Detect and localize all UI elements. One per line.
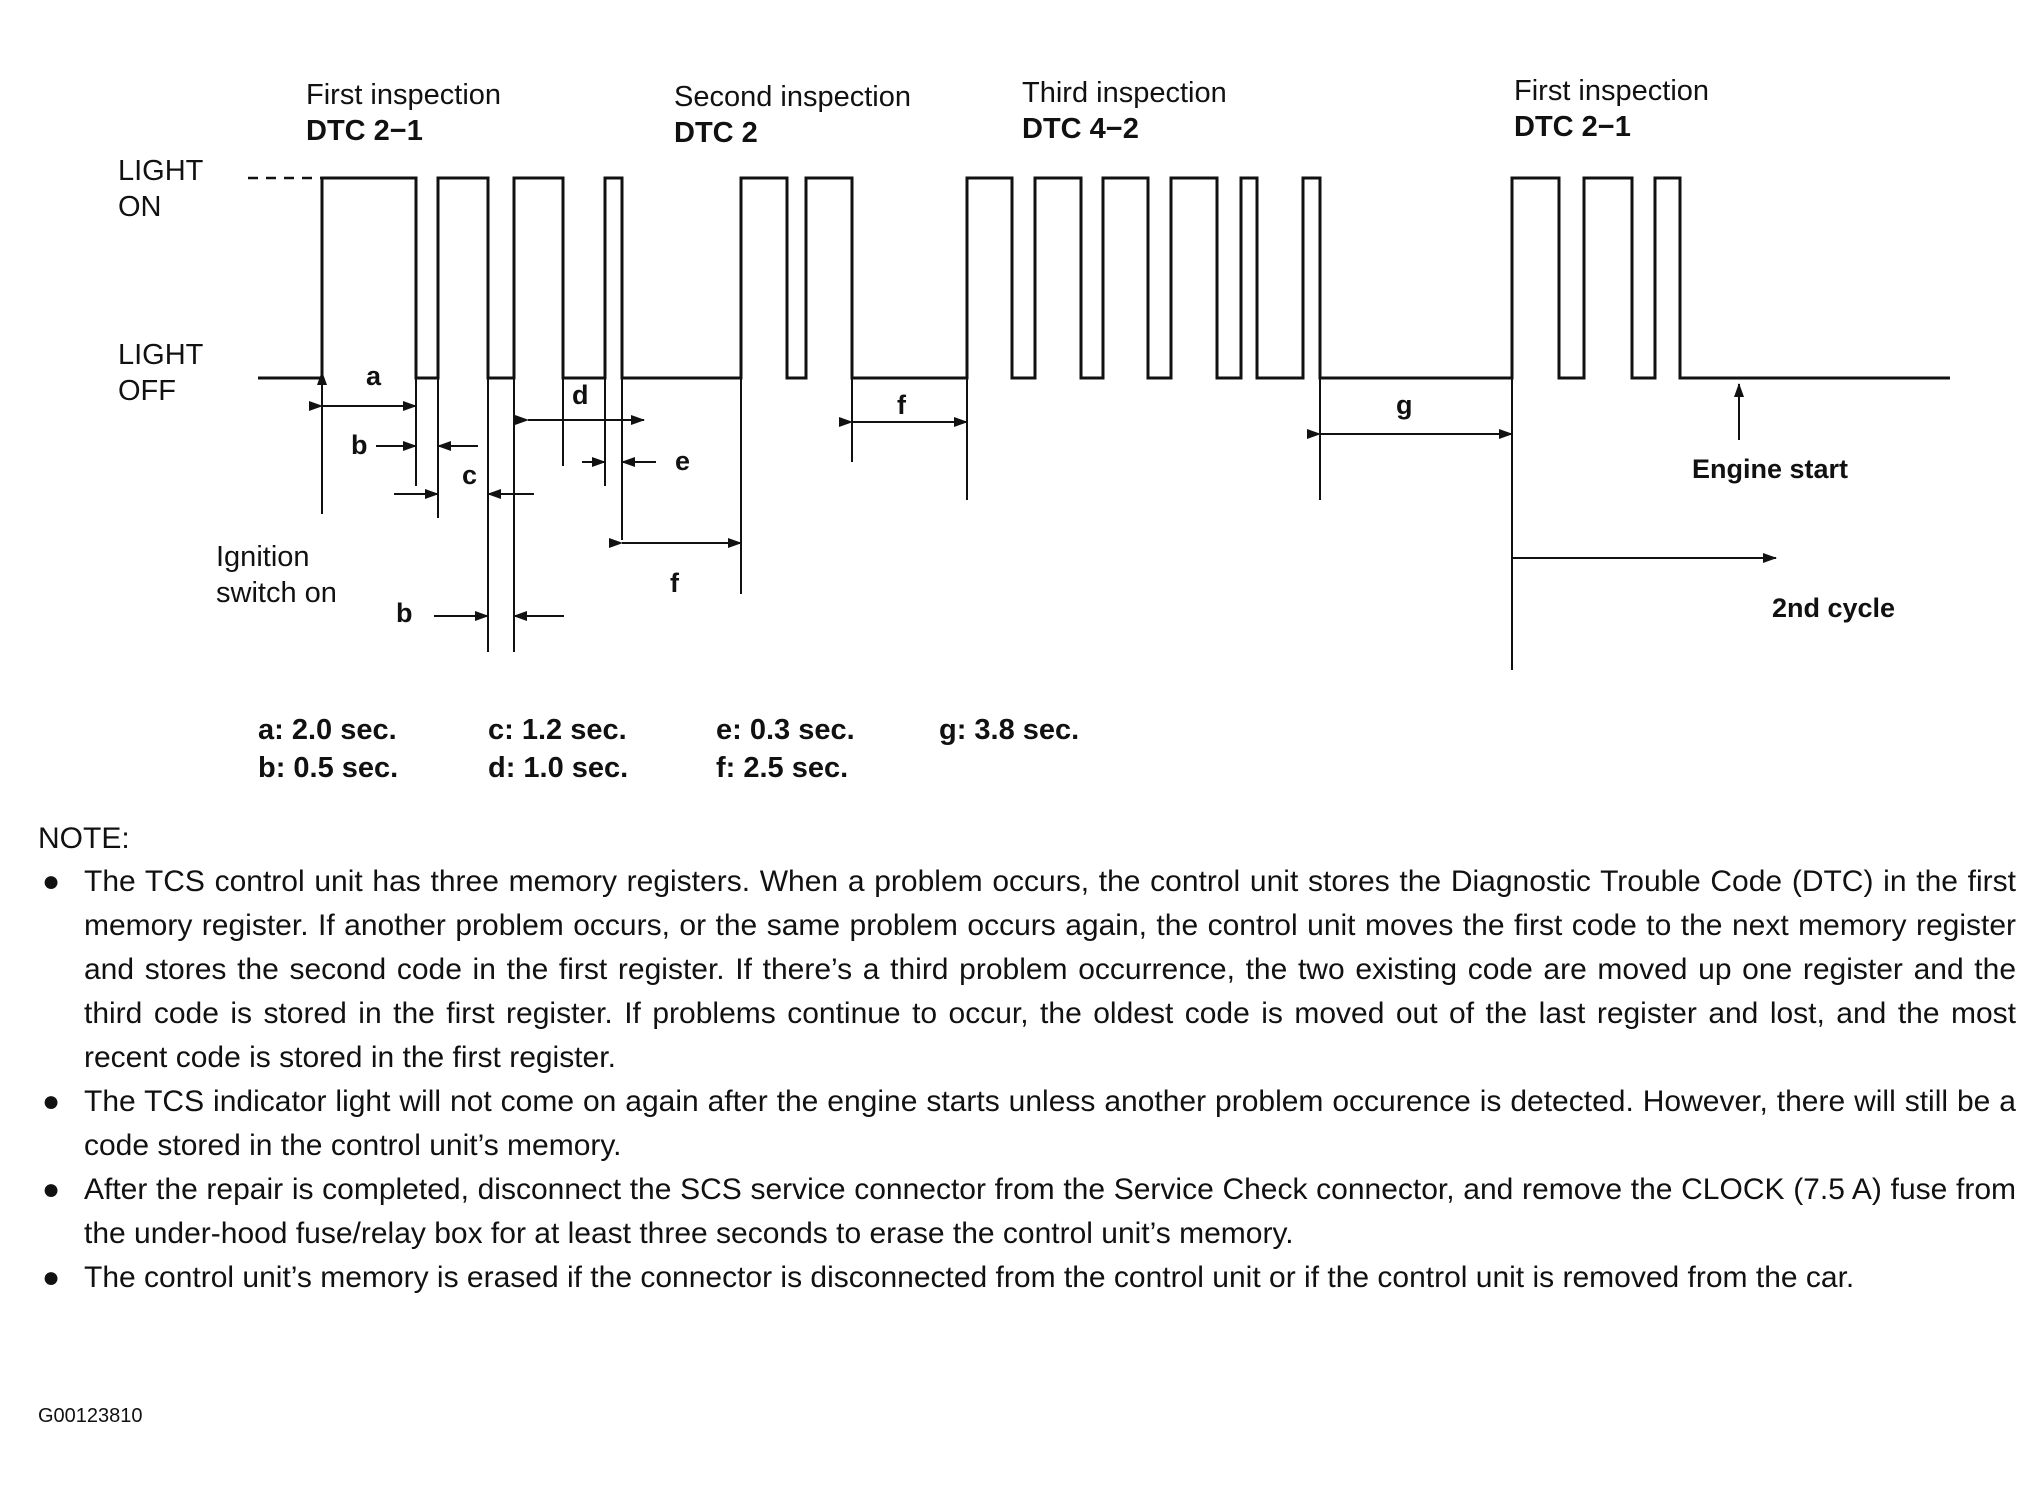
notes-section: [38, 822, 2016, 1300]
group-4-code: DTC 2−1: [1514, 111, 1631, 143]
group-3-title: Third inspection: [1022, 77, 1227, 109]
light-off-label-line1: LIGHT: [118, 339, 204, 371]
note-text: The control unit’s memory is erased if the connector is disconnected from the control unit or if the control unit is removed from the car.: [84, 1261, 1855, 1294]
indicator-light-waveform: [258, 178, 1950, 378]
legend-g: g: 3.8 sec.: [939, 714, 1080, 746]
dtc-timing-diagram: [0, 0, 2043, 700]
legend-d: d: 1.0 sec.: [488, 752, 629, 784]
bullet-icon: ●: [42, 1261, 61, 1294]
bullet-icon: ●: [42, 1173, 61, 1206]
note-item: [38, 1168, 2016, 1256]
legend-e: e: 0.3 sec.: [716, 714, 855, 746]
second-cycle-label: 2nd cycle: [1772, 593, 1896, 623]
group-4-title: First inspection: [1514, 75, 1710, 107]
legend-a: a: 2.0 sec.: [258, 714, 397, 746]
note-item: [38, 1256, 2016, 1300]
notes-list: [38, 860, 2016, 1300]
segment-b1-label: b: [351, 430, 368, 460]
note-item: [38, 1080, 2016, 1168]
legend-c: c: 1.2 sec.: [488, 714, 627, 746]
legend-b: b: 0.5 sec.: [258, 752, 399, 784]
note-text: The TCS control unit has three memory registers. When a problem occurs, the control unit stores the Diagnostic Trouble Code (DTC) in the first memory register. If another problem occurs, or the same problem occurs again, the control unit moves the first code to the next memory register and stores the second code in the first register. If there’s a third problem occurrence, the two existing code are moved up one register and the third code is stored in the first register. If problems continue to occur, the oldest code is moved out of the last register and lost, and the most recent code is stored in the first register.: [84, 865, 2016, 1074]
legend-f: f: 2.5 sec.: [716, 752, 849, 784]
group-3-code: DTC 4−2: [1022, 113, 1139, 145]
light-off-label-line2: OFF: [118, 375, 176, 407]
notes-title: NOTE:: [38, 822, 130, 855]
note-item: [38, 860, 2016, 1080]
segment-a-label: a: [366, 361, 382, 391]
group-1-title: First inspection: [306, 79, 502, 111]
note-text: The TCS indicator light will not come on again after the engine starts unless another problem occurence is detected. However, there will still be a code stored in the control unit’s memory.: [84, 1085, 2016, 1162]
figure-id: G00123810: [38, 1405, 143, 1427]
note-text: After the repair is completed, disconnect the SCS service connector from the Service Check connector, and remove the CLOCK (7.5 A) fuse from the under-hood fuse/relay box for at least three seconds to erase the control unit’s memory.: [84, 1173, 2016, 1250]
segment-e-label: e: [675, 446, 691, 476]
group-1-code: DTC 2−1: [306, 115, 423, 147]
bullet-icon: ●: [42, 1085, 61, 1118]
bullet-icon: ●: [42, 865, 61, 898]
light-on-label-line2: ON: [118, 191, 162, 223]
engine-start-label: Engine start: [1692, 454, 1849, 484]
segment-f2-label: f: [670, 568, 679, 598]
ignition-label-line1: Ignition: [216, 541, 310, 573]
group-2-title: Second inspection: [674, 81, 911, 113]
light-on-label-line1: LIGHT: [118, 155, 204, 187]
segment-b2-label: b: [396, 598, 413, 628]
group-2-code: DTC 2: [674, 117, 758, 149]
segment-d-label: d: [572, 380, 589, 410]
segment-c-label: c: [462, 460, 478, 490]
segment-f1-label: f: [897, 390, 906, 420]
ignition-label-line2: switch on: [216, 577, 337, 609]
segment-g-label: g: [1396, 390, 1413, 420]
